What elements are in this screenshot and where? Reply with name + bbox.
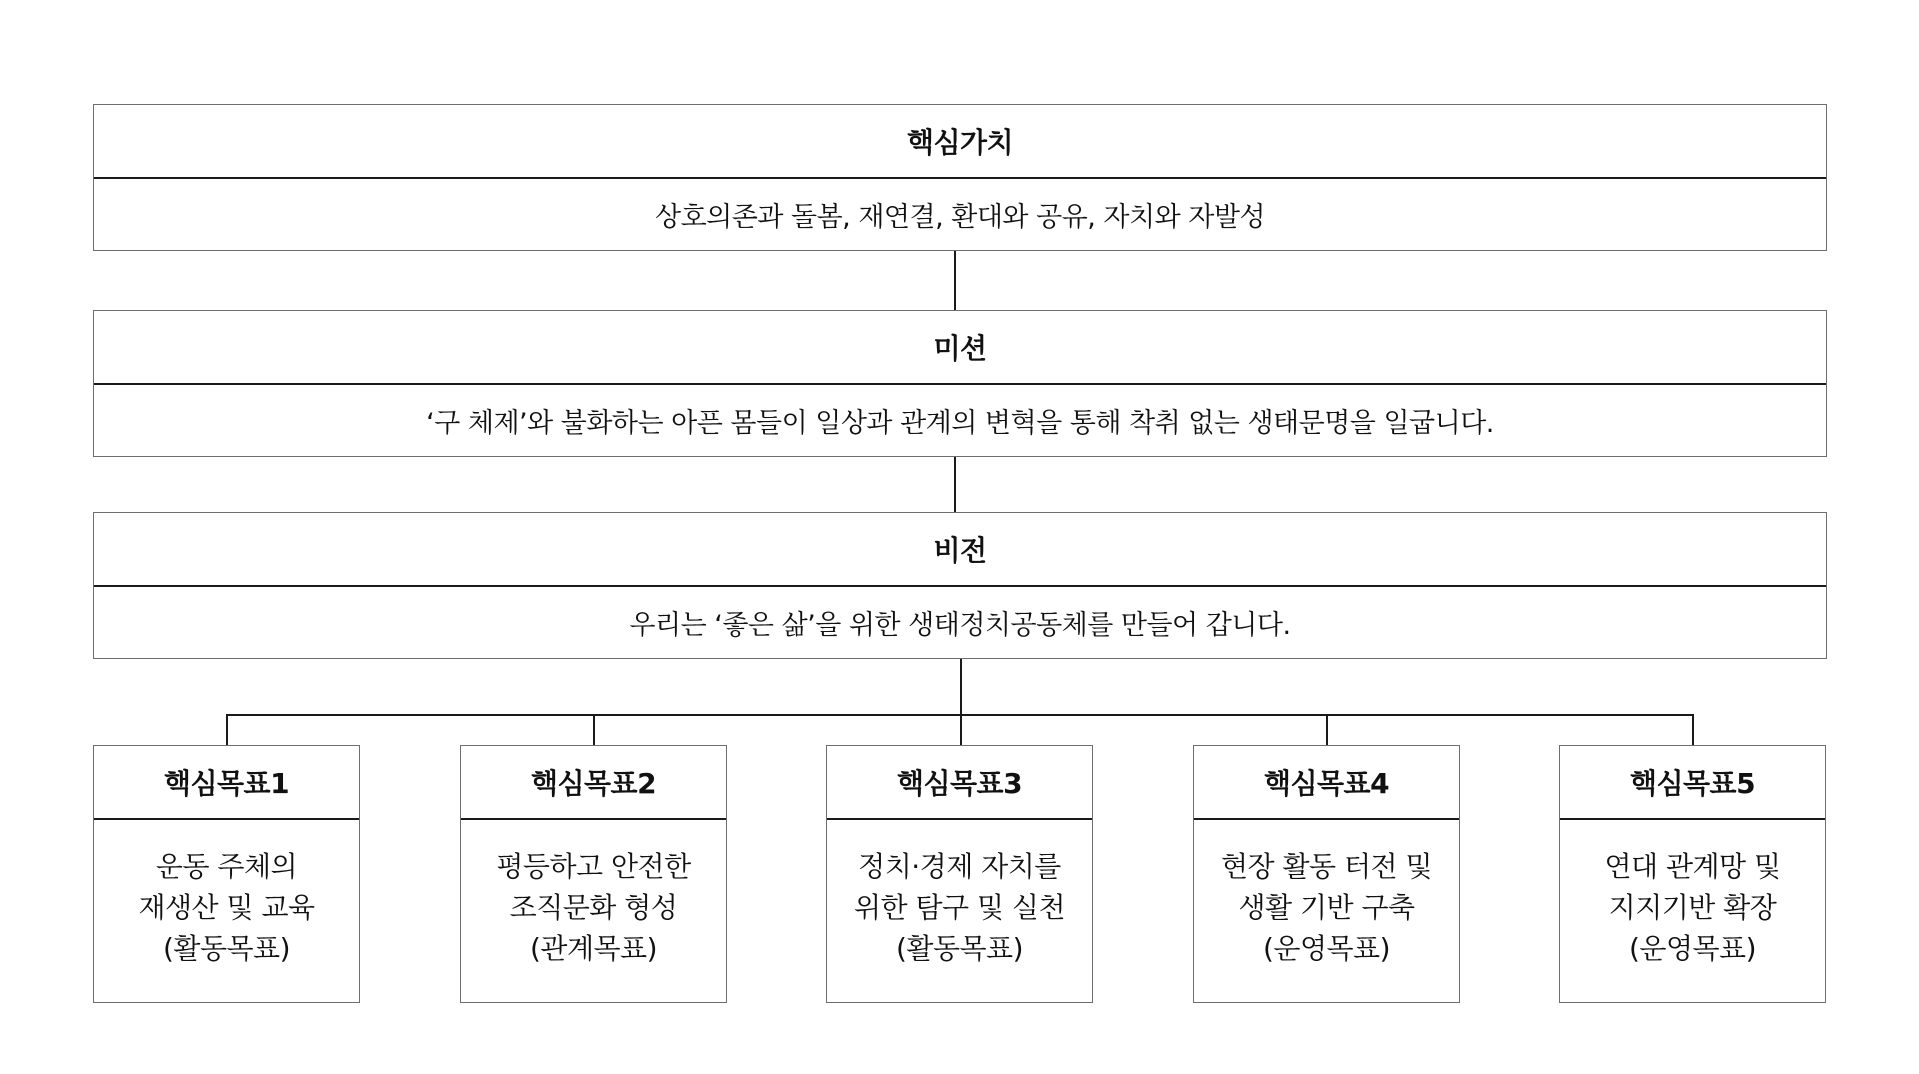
connector-goal-3: [960, 714, 962, 745]
goal-box-3: [826, 745, 1093, 1003]
goal-text: [827, 819, 1092, 1002]
connector-goal-4: [1326, 714, 1328, 745]
mission-title: 미션: [94, 311, 1826, 385]
mission-box: [93, 310, 1827, 457]
goal-title: 핵심목표1: [94, 746, 359, 820]
core-value-box: [93, 104, 1827, 251]
connector-goal-5: [1692, 714, 1694, 745]
goal-box-5: [1559, 745, 1826, 1003]
goal-line: (운영목표): [1628, 932, 1757, 965]
core-value-text: 상호의존과 돌봄, 재연결, 환대와 공유, 자치와 자발성: [655, 201, 1265, 233]
goal-text: [1194, 819, 1459, 1002]
goal-line: 조직문화 형성: [509, 891, 678, 924]
goal-line: 재생산 및 교육: [138, 891, 315, 924]
goal-line: (활동목표): [162, 932, 291, 965]
goal-line: 지지기반 확장: [1608, 891, 1777, 924]
goal-line: (관계목표): [529, 932, 658, 965]
goal-box-4: [1193, 745, 1460, 1003]
goal-line: (활동목표): [895, 932, 1024, 965]
connector-vision-goals: [960, 659, 962, 714]
goal-line: 현장 활동 터전 및: [1220, 850, 1433, 883]
goal-text: [1560, 819, 1825, 1002]
mission-text: ‘구 체제’와 불화하는 아픈 몸들이 일상과 관계의 변혁을 통해 착취 없는 생태문명을 일굽니다.: [426, 407, 1494, 439]
goal-title: 핵심목표5: [1560, 746, 1825, 820]
goal-line: (운영목표): [1262, 932, 1391, 965]
vision-box: [93, 512, 1827, 659]
goal-text: [94, 819, 359, 1002]
connector-mission-vision: [954, 457, 956, 512]
goal-text: [461, 819, 726, 1002]
goal-box-2: [460, 745, 727, 1003]
goal-line: 운동 주체의: [155, 850, 298, 883]
goal-line: 위한 탐구 및 실천: [853, 891, 1066, 924]
goal-line: 정치·경제 자치를: [858, 850, 1061, 883]
core-value-title: 핵심가치: [94, 105, 1826, 179]
goal-line: 평등하고 안전한: [496, 850, 691, 883]
connector-goal-2: [593, 714, 595, 745]
connector-core-mission: [954, 251, 956, 310]
vision-text: 우리는 ‘좋은 삶’을 위한 생태정치공동체를 만들어 갑니다.: [629, 609, 1291, 641]
connector-goal-1: [226, 714, 228, 745]
vision-title: 비전: [94, 513, 1826, 587]
goal-title: 핵심목표2: [461, 746, 726, 820]
goal-box-1: [93, 745, 360, 1003]
goal-title: 핵심목표4: [1194, 746, 1459, 820]
goal-title: 핵심목표3: [827, 746, 1092, 820]
goal-line: 생활 기반 구축: [1238, 891, 1415, 924]
goal-line: 연대 관계망 및: [1604, 850, 1781, 883]
